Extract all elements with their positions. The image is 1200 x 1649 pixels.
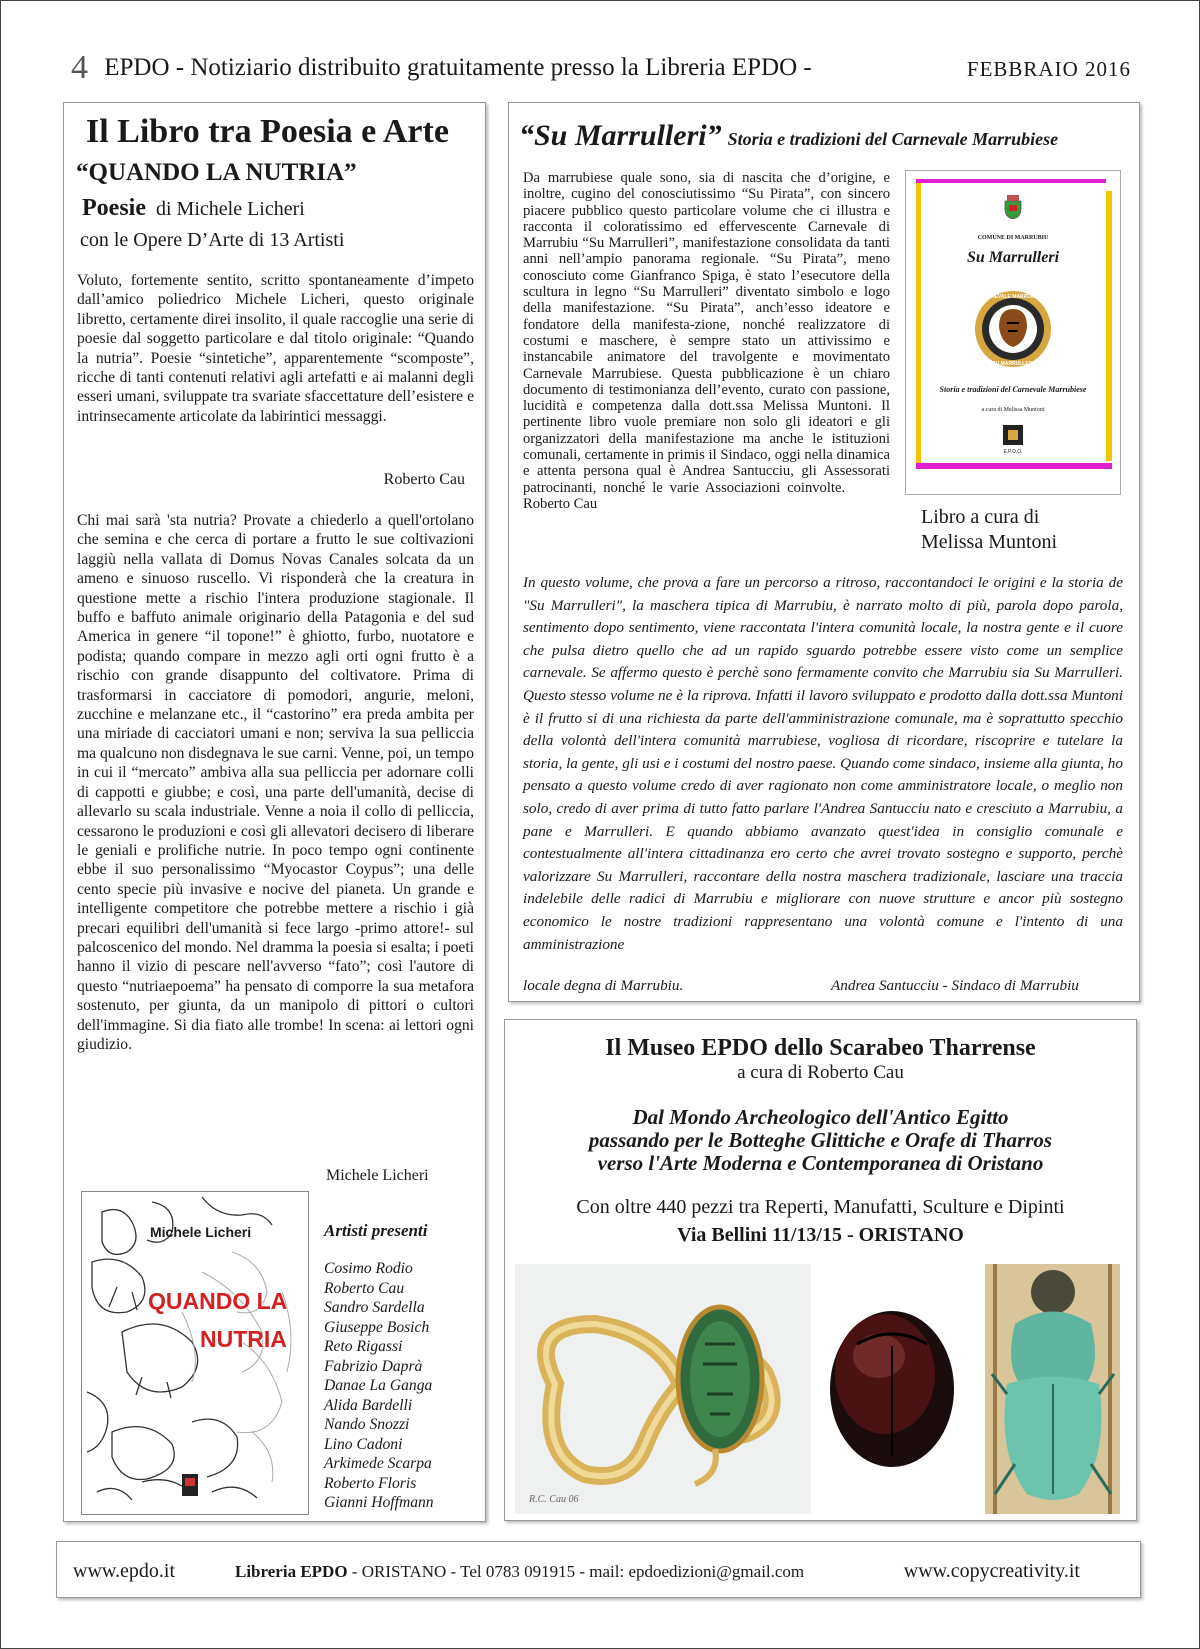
black-scarab-image bbox=[817, 1264, 967, 1514]
museum-title: Il Museo EPDO dello Scarabeo Tharrense bbox=[605, 1035, 1036, 1061]
cover-title: Su Marrulleri bbox=[966, 249, 1060, 266]
marrulleri-text: Da marrubiese quale sono, sia di nascita che d’origine, e inoltre, cugino del conosciutissimo “Su Pirata”, con sincero piacere pubblico questo particolare volume che ci illustra e racconta il coloratissimo ed effervescente Carnevale di Marrubiu “Su Marrulleri”, manifestazione consolidata da tanti anni nell’ampio panorama regionale. “Su Pirata”, meno conosciuto come Gianfranco Spiga, è stato l’esecutore della scultura in legno “Su Marrulleri” diventato simbolo e logo della manifestazione. “Su Pirata”, anch’esso ideatore e fondatore della manifesta-zione, nonché realizzatore di costumi e maschere, è sempre stato un attivissimo e instancabile animatore del travolgente e movimentato Carnevale Marrubiese. Questa pubblicazione è un chiaro documento di testimonianza dell’evento, curato con passione, lucidità e competenza dalla dott.ssa Melissa Muntoni. Il pertinente libro vuole premiare non solo gli ideatori e gli organizzatori della manifestazione ma anche le istituzioni comunali, certamente in primis il Sindaco, oggi nella dinamica e attenta persona qual è Andrea Santucciu, gli Assessorati patrocinanti, nonché le varie Associazioni coinvolte. bbox=[523, 170, 890, 496]
footer-website-epdo[interactable]: www.epdo.it bbox=[73, 1560, 176, 1582]
page-footer bbox=[56, 1541, 1141, 1598]
logo-text-bottom: SU MARRULLERI bbox=[992, 361, 1034, 367]
article-quando-la-nutria bbox=[63, 102, 486, 1522]
footer-contact-details: - ORISTANO - Tel 0783 091915 - mail: epdoedizioni@gmail.com bbox=[347, 1562, 805, 1581]
mayor-paragraph: In questo volume, che prova a fare un percorso a ritroso, raccontandoci le origini e la storia de "Su Marrulleri", la maschera tipica di Marrubiu, è narrato molto di più, parola dopo parola, sentimento dopo sentimento, viene raccontata l'intera comunità locale, la nostra gente e il cuore che pulsa dietro quello che ad un rapido sguardo potrebbe essere visto come un semplice carnevale. Se affermo questo è perchè sono fermamente convito che Marrubiu sia Su Marrulleri. Questo stesso volume ne è la riprova. Infatti il lavoro sviluppato e prodotto dalla dott.ssa Muntoni è il frutto si di una richiesta da parte dell'amministrazione comunale, ma è soprattutto specchio della volontà dell'intera comunità marrubiese, vogliosa di ricordare, riscoprire e tutelare la storia, la gente, gli usi e i costumi del nostro paese. Quando come sindaco, insieme alla giunta, ho pensato a questo volume credo di aver ragionato non come amministratore locale, o meglio non solo, credo di aver prima di tutto fatto parlare l'Andrea Santucciu nato e cresciuto a Marrubiu, a pane e Marrulleri. E quando abbiamo avanzato quest'idea in consiglio comunale e contestualmente all'intera cittadinanza ero certo che avrei trovato sostegno e supporto, perchè valorizzare Su Marrulleri, raccontare della nostra maschera tradizionale, lasciare una traccia indelebile delle radici di Marrubiu e migliorare con nuove strutture e ancor più sostegno economico le nostre tradizioni rappresentano una volontà comune e l'intento di una amministrazione bbox=[523, 574, 1123, 953]
cover-magenta-bar-top bbox=[916, 179, 1106, 183]
artist-item: Roberto Cau bbox=[324, 1279, 405, 1297]
cover-comune: COMUNE DI MARRUBIU bbox=[977, 235, 1049, 241]
artist-item: Cosimo Rodio bbox=[324, 1260, 413, 1277]
opere-line: con le Opere D’Arte di 13 Artisti bbox=[80, 229, 345, 251]
artisti-heading: Artisti presenti bbox=[324, 1221, 428, 1240]
poesie-line bbox=[82, 195, 305, 222]
book-cover-su-marrulleri bbox=[905, 170, 1121, 495]
title-main: “Su Marrulleri” bbox=[519, 119, 722, 152]
artist-item: Arkimede Scarpa bbox=[324, 1455, 432, 1472]
green-scarab-drawing-image bbox=[985, 1264, 1120, 1514]
artist-item: Roberto Floris bbox=[324, 1474, 417, 1492]
footer-contacts bbox=[235, 1562, 804, 1582]
epdo-logo-icon bbox=[1001, 425, 1025, 455]
cover-yellow-bar-right bbox=[1106, 191, 1112, 461]
footer-libreria: Libreria EPDO bbox=[235, 1562, 348, 1581]
cover-author: Michele Licheri bbox=[150, 1224, 252, 1240]
marrulleri-paragraph bbox=[523, 170, 890, 512]
article-title bbox=[519, 119, 1058, 153]
painting-signature: R.C. Cau 06 bbox=[529, 1494, 579, 1505]
publisher-text: E.P.D.O. bbox=[1003, 449, 1023, 455]
museum-line-1: Dal Mondo Archeologico dell'Antico Egitto bbox=[632, 1105, 1009, 1129]
museum-advert bbox=[504, 1019, 1137, 1521]
book-caption bbox=[921, 505, 1057, 555]
cover-subtitle: Storia e tradizioni del Carnevale Marrubiese bbox=[939, 385, 1087, 394]
artisti-list bbox=[324, 1259, 434, 1513]
poesie-label: Poesie bbox=[82, 195, 146, 221]
artist-item: Gianni Hoffmann bbox=[324, 1494, 434, 1511]
book-cover-nutria bbox=[81, 1191, 309, 1515]
artist-item: Nando Snozzi bbox=[324, 1416, 410, 1433]
body-paragraph: Chi mai sarà 'sta nutria? Provate a chiederlo a quell'ortolano che semina e che cerca di portare a frutto le sue coltivazioni laggiù nella vallata di Domus Novas Canales solcata da un ameno e sinuoso ruscello. Vi risponderà che la creatura in questione mette a rischio l'intera produzione stagionale. Il buffo e baffuto animale originario della Patagonia e del sud America in genere “il topone!” è ghiotto, furbo, nuotatore e podista; quando compare in mezzo agli orti ogni frutto è a rischio con grande disappunto del coltivatore. Prima di trasformarsi in cacciatore di pomodori, angurie, meloni, zucchine e melanzane etc., il “castorino” era preda ambita per una miriade di cacciatori umani e non; serviva la sua pelliccia ma qualcuno non disdegnava le sue carni. Venne, poi, un tempo in cui il “mercato” ambiva alla sua pelliccia per adornare colli di cappotti e giubbe; e così, una parte dell'umanità, decise di allevarlo su scala industriale. Venne a noia il collo di pelliccia, cessarono le produzioni e così gli allevatori decisero di liberare le geniali e prolifiche nutrie. In poco tempo ogni continente ebbe il suo personalissimo “Myocastor Coypus”; una delle cento specie più invasive e nocive del pianeta. Un grande e intelligente competitore che potrebbe mettere a rischio i già precari equilibri dell'umanità si fece largo -primo attore!- sul palcoscenico del mondo. Nel dramma la poesia si esalta; i poeti hanno il vizio di pescare nell'avverso “fato”; così l'autore di questo “nutriaepoema” ha pensato di comporre la sua metafora sostenuto, per giunta, da un manipolo di pittori o cultori dell'immagine. Si dia fiato alle trombe! In scena: ai lettori ogni giudizio. bbox=[77, 512, 474, 1053]
artist-item: Alida Bardelli bbox=[324, 1396, 413, 1414]
cover-curator: a cura di Melissa Muntoni bbox=[981, 407, 1045, 413]
artist-item: Danae La Ganga bbox=[324, 1377, 433, 1394]
intro-paragraph: Voluto, fortemente sentito, scritto spontaneamente d’impeto dall’amico poliedrico Michele Licheri, questo originale libretto, certamente direi insolito, il quale raccoglie una serie di poesie dal soggetto particolare e dal titolo originale: “Quando la nutria”. Poesie “sintetiche”, apparentemente “scomposte”, ricche di tanti contenuti relativi agli artefatti e ai malanni degli esseri umani, sviluppate tra svariate sfaccettature dell’esistere e intrinsecamente articolate da labirintici messaggi. bbox=[77, 272, 474, 425]
article-su-marrulleri bbox=[508, 102, 1140, 1002]
header-month: FEBBRAIO 2016 bbox=[966, 57, 1131, 81]
museum-line-3: verso l'Arte Moderna e Contemporanea di Oristano bbox=[597, 1151, 1044, 1175]
marrulleri-signature: Roberto Cau bbox=[523, 495, 598, 512]
museum-address: Via Bellini 11/13/15 - ORISTANO bbox=[677, 1224, 964, 1246]
museum-curator: a cura di Roberto Cau bbox=[737, 1062, 904, 1083]
museum-line-2: passando per le Botteghe Glittiche e Orafe di Tharros bbox=[588, 1128, 1053, 1152]
article-subtitle: “QUANDO LA NUTRIA” bbox=[76, 159, 357, 186]
book-caption-line-1: Libro a cura di bbox=[921, 506, 1040, 528]
nutria-sketch-illustration bbox=[82, 1192, 308, 1514]
cover-magenta-bar-bottom bbox=[916, 463, 1112, 469]
body-signature: Michele Licheri bbox=[326, 1167, 429, 1184]
artist-item: Reto Rigassi bbox=[324, 1338, 403, 1355]
intro-signature: Roberto Cau bbox=[383, 471, 465, 488]
museum-pieces: Con oltre 440 pezzi tra Reperti, Manufatti, Sculture e Dipinti bbox=[576, 1196, 1065, 1218]
page-header bbox=[71, 49, 1131, 89]
poesie-author: di Michele Licheri bbox=[155, 198, 305, 220]
cover-title-line-2: NUTRIA bbox=[200, 1326, 287, 1352]
artist-item: Fabrizio Daprà bbox=[324, 1357, 423, 1375]
footer-website-copycreativity[interactable]: www.copycreativity.it bbox=[903, 1560, 1080, 1582]
artist-item: Lino Cadoni bbox=[324, 1435, 403, 1453]
coat-of-arms-icon bbox=[1003, 195, 1023, 219]
mayor-signature: Andrea Santucciu - Sindaco di Marrubiu bbox=[831, 977, 1079, 994]
mayor-paragraph-last-line: locale degna di Marrubiu. bbox=[523, 977, 684, 994]
page-number: 4 bbox=[71, 49, 88, 86]
marrulleri-logo bbox=[973, 289, 1053, 369]
header-text: EPDO - Notiziario distribuito gratuitamente presso la Libreria EPDO - bbox=[104, 54, 812, 81]
book-caption-line-2: Melissa Muntoni bbox=[921, 531, 1058, 553]
article-title: Il Libro tra Poesia e Arte bbox=[86, 113, 449, 150]
artist-item: Giuseppe Bosich bbox=[324, 1318, 430, 1336]
title-small: Storia e tradizioni del Carnevale Marrubiese bbox=[727, 129, 1059, 149]
scarab-painting-image bbox=[515, 1264, 811, 1514]
artist-item: Sandro Sardella bbox=[324, 1299, 425, 1316]
cover-title-line-1: QUANDO LA bbox=[148, 1288, 288, 1314]
logo-text-top: CARNEVALE MARRUBIESE bbox=[980, 294, 1046, 300]
cover-yellow-bar-left bbox=[916, 179, 921, 464]
